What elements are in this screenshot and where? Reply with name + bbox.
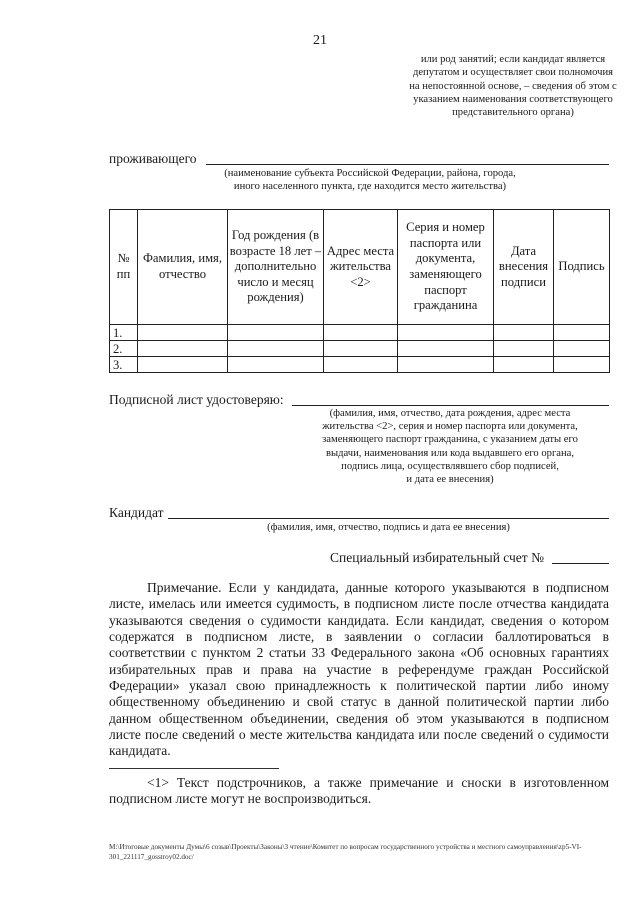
- cell-full-name[interactable]: [138, 357, 228, 373]
- col-full-name: Фамилия, имя, отчество: [138, 210, 228, 325]
- cell-address[interactable]: [324, 341, 398, 357]
- certify-field[interactable]: [292, 405, 609, 406]
- residence-caption-1: (наименование субъекта Российской Федерации, района, города,: [224, 168, 516, 179]
- cell-birth-year[interactable]: [228, 325, 324, 341]
- cell-passport[interactable]: [398, 325, 494, 341]
- cell-birth-year[interactable]: [228, 357, 324, 373]
- note-paragraph: Примечание. Если у кандидата, данные которого указываются в подписном листе, имелась или имеется судимость, в подписном листе после отчества кандидата указываются сведения о судимости кандидата. Если кандидат, сведения о котором содержатся в подписном листе, в заявлении о согласии баллотироваться в соответствии с пунктом 2 статьи 33 Федерального закона «Об основных гарантиях избирательных прав и права на участие в референдуме граждан Российской Федерации» указал свою принадлежность к политической партии либо иному общественному объединению и свой статус в данной политической партии либо данном общественном объединении, сведения об этом указываются в подписном листе после сведений о месте жительства кандидата или после сведений о судимости кандидата.: [109, 580, 609, 759]
- special-account-field[interactable]: [552, 563, 609, 564]
- cell-signature[interactable]: [554, 325, 610, 341]
- page-number: 21: [313, 33, 327, 48]
- cell-sign-date[interactable]: [494, 341, 554, 357]
- col-passport: Серия и номер паспорта или документа, заменяющего паспорт гражданина: [398, 210, 494, 325]
- col-signature: Подпись: [554, 210, 610, 325]
- occupation-caption-continued: или род занятий; если кандидат является депутатом и осуществляет свои полномочия на непостоянной основе, – сведения об этом с указанием наименования соответствующего представительного органа): [409, 54, 617, 119]
- footnote-text: <1> Текст подстрочников, а также примечание и сноски в изготовленном подписном листе могут не воспроизводиться.: [109, 775, 609, 807]
- certify-caption-line: выдачи, наименования или кода выдавшего его органа,: [325, 447, 575, 459]
- cell-sign-date[interactable]: [494, 325, 554, 341]
- cell-birth-year[interactable]: [228, 341, 324, 357]
- row-number: 3.: [110, 357, 138, 373]
- residence-label: проживающего: [109, 151, 197, 166]
- certify-caption-line: и дата ее внесения): [406, 474, 494, 486]
- candidate-caption: (фамилия, имя, отчество, подпись и дата ее внесения): [267, 522, 510, 533]
- col-sign-date: Дата внесения подписи: [494, 210, 554, 325]
- table-row: [110, 325, 610, 341]
- table-row: [110, 341, 610, 357]
- cell-full-name[interactable]: [138, 325, 228, 341]
- certify-caption: [300, 407, 600, 486]
- candidate-label: Кандидат: [109, 505, 164, 520]
- certify-caption-line: жительства <2>, серия и номер паспорта или документа,: [322, 421, 578, 433]
- row-number: 2.: [110, 341, 138, 357]
- row-number: 1.: [110, 325, 138, 341]
- certify-caption-line: (фамилия, имя, отчество, дата рождения, адрес места: [329, 408, 571, 419]
- table-row: [110, 357, 610, 373]
- cell-passport[interactable]: [398, 341, 494, 357]
- certify-caption-line: заменяющего паспорт гражданина, с указанием даты его: [322, 434, 578, 446]
- cell-sign-date[interactable]: [494, 357, 554, 373]
- cell-signature[interactable]: [554, 357, 610, 373]
- footnote-divider: [109, 768, 279, 769]
- signature-table: [109, 209, 610, 373]
- file-path: M:\Итоговые документы Думы\6 созыв\Проекты\Законы\3 чтение\Комитет по вопросам государственного устройства и местного самоуправления\zp5-VI-301_221117_gosstroy02.doc/: [109, 843, 582, 861]
- candidate-field[interactable]: [168, 518, 609, 519]
- certify-caption-line: подпись лица, осуществлявшего сбор подписей,: [341, 460, 559, 472]
- certify-label: Подписной лист удостоверяю:: [109, 392, 284, 407]
- special-account-label: Специальный избирательный счет №: [330, 550, 544, 565]
- col-birth-year: Год рождения (в возрасте 18 лет – дополнительно число и месяц рождения): [228, 210, 324, 325]
- col-address: Адрес места жительства <2>: [324, 210, 398, 325]
- cell-full-name[interactable]: [138, 341, 228, 357]
- residence-caption-2: иного населенного пункта, где находится место жительства): [233, 181, 507, 192]
- cell-signature[interactable]: [554, 341, 610, 357]
- residence-field[interactable]: [206, 164, 609, 165]
- cell-passport[interactable]: [398, 357, 494, 373]
- cell-address[interactable]: [324, 357, 398, 373]
- table-header-row: [110, 210, 610, 325]
- col-number: № пп: [110, 210, 138, 325]
- cell-address[interactable]: [324, 325, 398, 341]
